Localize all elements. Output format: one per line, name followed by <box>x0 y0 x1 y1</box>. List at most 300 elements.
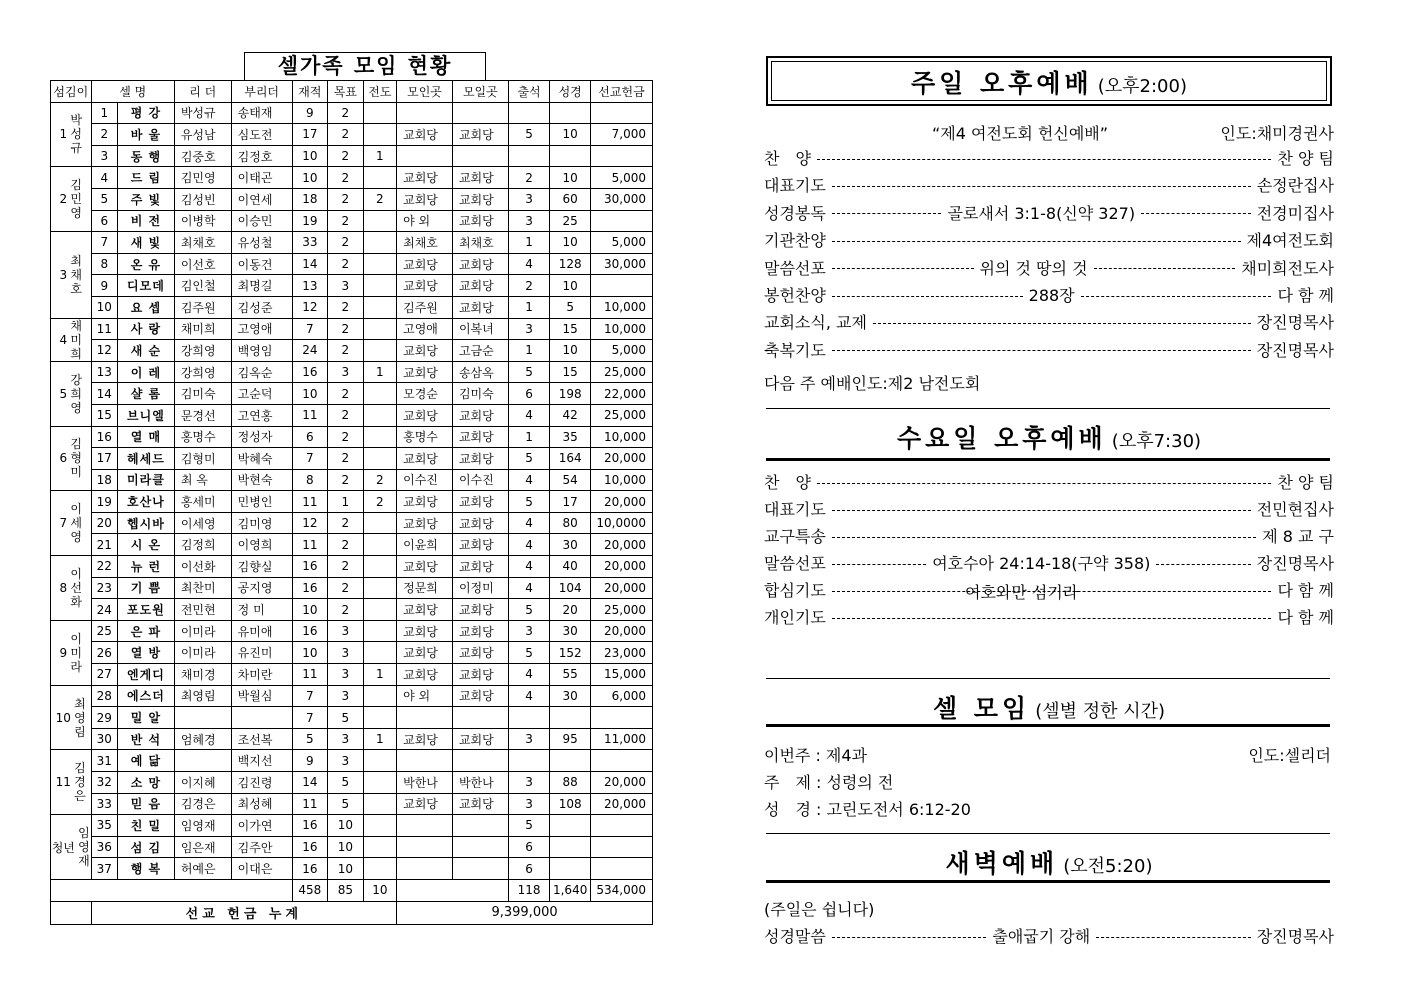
met-place: 교회당 <box>397 124 453 146</box>
group-server <box>51 102 92 167</box>
evangelism <box>363 707 397 729</box>
leader: 박성규 <box>174 102 231 124</box>
order-label: 성경봉독 <box>764 203 826 223</box>
attendance: 1 <box>508 232 550 254</box>
offering: 10,000 <box>590 469 652 491</box>
bible: 10 <box>550 167 591 189</box>
row-number: 14 <box>91 383 117 405</box>
subleader: 이가연 <box>231 815 292 837</box>
bible <box>550 102 591 124</box>
enrolled: 10 <box>292 145 328 167</box>
attendance: 5 <box>508 448 550 470</box>
leader: 이선호 <box>174 253 231 275</box>
row-number: 12 <box>91 340 117 362</box>
bible: 30 <box>550 534 591 556</box>
subleader: 유성철 <box>231 232 292 254</box>
enrolled: 14 <box>292 253 328 275</box>
bible: 17 <box>550 491 591 513</box>
header-met-place: 모인곳 <box>397 81 453 103</box>
evangelism <box>363 620 397 642</box>
enrolled: 7 <box>292 448 328 470</box>
attendance: 1 <box>508 340 550 362</box>
goal: 2 <box>328 145 364 167</box>
met-place: 최채호 <box>397 232 453 254</box>
group-number: 8 <box>59 580 68 595</box>
goal: 10 <box>328 858 364 880</box>
enrolled: 11 <box>292 793 328 815</box>
row-number: 27 <box>91 664 117 686</box>
goal: 3 <box>328 361 364 383</box>
table-row <box>51 577 653 599</box>
row-number: 7 <box>91 232 117 254</box>
next-place: 교회당 <box>452 642 508 664</box>
cumulative-label: 선교 헌금 누계 <box>91 901 397 924</box>
bible: 164 <box>550 448 591 470</box>
subleader: 최명길 <box>231 275 292 297</box>
cell-name: 주 빛 <box>117 188 174 210</box>
next-place: 교회당 <box>452 448 508 470</box>
totals-row <box>51 879 653 901</box>
sunday-leader: 인도:채미경권사 <box>1220 124 1334 143</box>
attendance: 4 <box>508 512 550 534</box>
sunday-order-item <box>764 256 1334 282</box>
group-server <box>51 815 92 880</box>
header-bible: 성경 <box>550 81 591 103</box>
dash-leader <box>832 268 974 269</box>
evangelism <box>363 318 397 340</box>
dawn-line <box>764 924 1334 950</box>
leader: 김민영 <box>174 167 231 189</box>
evangelism <box>363 534 397 556</box>
row-number: 28 <box>91 685 117 707</box>
subleader: 이연세 <box>231 188 292 210</box>
order-label: 찬 양 <box>764 473 811 492</box>
order-label: 개인기도 <box>764 608 826 627</box>
bible: 25 <box>550 210 591 232</box>
goal: 2 <box>328 210 364 232</box>
row-number: 2 <box>91 124 117 146</box>
order-label: 합심기도 <box>764 581 826 600</box>
subleader: 김옥순 <box>231 361 292 383</box>
goal: 2 <box>328 124 364 146</box>
next-place <box>452 102 508 124</box>
order-label: 기관찬양 <box>764 231 826 251</box>
subleader: 이동건 <box>231 253 292 275</box>
subleader: 차미란 <box>231 664 292 686</box>
next-place: 교회당 <box>452 210 508 232</box>
table-row <box>51 361 653 383</box>
leader: 김미숙 <box>174 383 231 405</box>
leader: 김인철 <box>174 275 231 297</box>
offering: 23,000 <box>590 642 652 664</box>
bible: 152 <box>550 642 591 664</box>
met-place: 모경순 <box>397 383 453 405</box>
total-bible: 1,640 <box>550 879 591 901</box>
attendance: 5 <box>508 599 550 621</box>
table-row <box>51 491 653 513</box>
offering: 10,000 <box>590 318 652 340</box>
subleader: 심도전 <box>231 124 292 146</box>
subleader <box>231 707 292 729</box>
order-label: 말씀선포 <box>764 258 826 278</box>
dash-leader <box>1156 564 1250 565</box>
attendance: 6 <box>508 383 550 405</box>
offering: 20,000 <box>590 620 652 642</box>
offering: 25,000 <box>590 404 652 426</box>
subleader: 백지선 <box>231 750 292 772</box>
bible: 5 <box>550 296 591 318</box>
next-place: 최채호 <box>452 232 508 254</box>
wednesday-sermon-title: 여호와만 섬기라 <box>965 583 1079 602</box>
order-detail: 골로새서 3:1-8(신약 327) <box>947 203 1136 223</box>
offering: 22,000 <box>590 383 652 405</box>
enrolled: 10 <box>292 383 328 405</box>
goal: 2 <box>328 102 364 124</box>
row-number: 6 <box>91 210 117 232</box>
attendance: 3 <box>508 728 550 750</box>
met-place: 교회당 <box>397 188 453 210</box>
cell-name: 요 셉 <box>117 296 174 318</box>
table-row <box>51 556 653 578</box>
leader: 이미라 <box>174 642 231 664</box>
group-name: 박성규 <box>70 113 82 156</box>
row-number: 16 <box>91 426 117 448</box>
group-name: 김민영 <box>70 178 82 221</box>
cell-name: 비 전 <box>117 210 174 232</box>
evangelism <box>363 404 397 426</box>
goal: 10 <box>328 815 364 837</box>
row-number: 11 <box>91 318 117 340</box>
evangelism <box>363 167 397 189</box>
dash-leader <box>832 213 942 214</box>
row-number: 3 <box>91 145 117 167</box>
leader: 최찬미 <box>174 577 231 599</box>
next-place: 송삼옥 <box>452 361 508 383</box>
group-server <box>51 426 92 491</box>
cell-name: 믿 음 <box>117 793 174 815</box>
table-header-row <box>51 81 653 103</box>
leader: 유성남 <box>174 124 231 146</box>
offering: 25,000 <box>590 599 652 621</box>
table-row <box>51 534 653 556</box>
attendance: 5 <box>508 124 550 146</box>
total-attendance: 118 <box>508 879 550 901</box>
evangelism <box>363 556 397 578</box>
attendance: 3 <box>508 210 550 232</box>
order-label: 축복기도 <box>764 340 826 360</box>
total-goal: 85 <box>328 879 364 901</box>
dash-leader <box>873 323 1251 324</box>
met-place: 고영애 <box>397 318 453 340</box>
offering: 5,000 <box>590 167 652 189</box>
cell-topic: 주 제 : 성령의 전 <box>764 773 894 792</box>
offering: 5,000 <box>590 340 652 362</box>
goal: 2 <box>328 188 364 210</box>
bible: 198 <box>550 383 591 405</box>
evangelism <box>363 599 397 621</box>
evangelism <box>363 124 397 146</box>
total-offering: 534,000 <box>590 879 652 901</box>
goal: 3 <box>328 642 364 664</box>
group-name: 최영림 <box>74 696 86 739</box>
order-person: 전경미집사 <box>1256 203 1334 223</box>
goal: 3 <box>328 750 364 772</box>
dash-leader <box>817 159 1272 160</box>
row-number: 8 <box>91 253 117 275</box>
goal: 2 <box>328 340 364 362</box>
group-number: 11 <box>55 775 71 790</box>
offering <box>590 102 652 124</box>
cell-name: 예 닮 <box>117 750 174 772</box>
enrolled: 14 <box>292 772 328 794</box>
leader: 최채호 <box>174 232 231 254</box>
attendance: 4 <box>508 664 550 686</box>
cell-name: 은 파 <box>117 620 174 642</box>
cell-name: 헤세드 <box>117 448 174 470</box>
attendance: 6 <box>508 858 550 880</box>
offering: 10,000 <box>590 426 652 448</box>
subleader: 김미영 <box>231 512 292 534</box>
enrolled: 16 <box>292 361 328 383</box>
evangelism <box>363 836 397 858</box>
row-number: 36 <box>91 836 117 858</box>
next-place: 교회당 <box>452 728 508 750</box>
next-place: 김미숙 <box>452 383 508 405</box>
table-row <box>51 232 653 254</box>
goal: 2 <box>328 253 364 275</box>
leader: 홍세미 <box>174 491 231 513</box>
header-subleader: 부리더 <box>231 81 292 103</box>
sunday-heading <box>766 64 1332 100</box>
goal: 1 <box>328 491 364 513</box>
table-row <box>51 404 653 426</box>
next-place: 교회당 <box>452 793 508 815</box>
evangelism <box>363 340 397 362</box>
cell-name: 바 울 <box>117 124 174 146</box>
cell-time: (셀별 정한 시간) <box>1035 701 1166 722</box>
offering <box>590 750 652 772</box>
offering: 10,000 <box>590 296 652 318</box>
row-number: 25 <box>91 620 117 642</box>
next-place: 교회당 <box>452 512 508 534</box>
row-number: 18 <box>91 469 117 491</box>
row-number: 29 <box>91 707 117 729</box>
subleader: 공지영 <box>231 577 292 599</box>
evangelism <box>363 793 397 815</box>
met-place: 교회당 <box>397 642 453 664</box>
evangelism <box>363 210 397 232</box>
leader: 김주원 <box>174 296 231 318</box>
goal: 3 <box>328 620 364 642</box>
offering: 7,000 <box>590 124 652 146</box>
order-person: 장진명목사 <box>1256 340 1334 360</box>
group-number: 6 <box>59 451 68 466</box>
next-place: 교회당 <box>452 296 508 318</box>
table-row <box>51 318 653 340</box>
table-row <box>51 793 653 815</box>
group-number: 7 <box>59 516 68 531</box>
next-place: 교회당 <box>452 664 508 686</box>
met-place: 교회당 <box>397 512 453 534</box>
group-number: 10 <box>55 710 71 725</box>
subleader: 정 미 <box>231 599 292 621</box>
bible: 35 <box>550 426 591 448</box>
cell-name: 시 온 <box>117 534 174 556</box>
bible: 42 <box>550 404 591 426</box>
met-place: 교회당 <box>397 275 453 297</box>
header-offering: 선교헌금 <box>590 81 652 103</box>
met-place: 교회당 <box>397 793 453 815</box>
cell-name: 밀 알 <box>117 707 174 729</box>
table-row <box>51 210 653 232</box>
cell-name: 소 망 <box>117 772 174 794</box>
cell-week: 이번주 : 제4과 <box>764 746 868 765</box>
enrolled: 7 <box>292 707 328 729</box>
order-label: 찬 양 <box>764 149 811 168</box>
bible: 10 <box>550 124 591 146</box>
row-number: 17 <box>91 448 117 470</box>
row-number: 19 <box>91 491 117 513</box>
cell-name: 엔게디 <box>117 664 174 686</box>
order-person: 다 함 께 <box>1277 608 1334 627</box>
order-detail: 여호수아 24:14-18(구약 358) <box>932 554 1151 573</box>
group-server <box>51 556 92 621</box>
met-place: 교회당 <box>397 491 453 513</box>
group-name: 임영재 <box>78 826 90 869</box>
goal: 2 <box>328 296 364 318</box>
row-number: 24 <box>91 599 117 621</box>
enrolled: 8 <box>292 469 328 491</box>
dawn-title: 새벽예배 <box>945 849 1059 878</box>
subleader: 조선복 <box>231 728 292 750</box>
next-place: 교회당 <box>452 275 508 297</box>
subleader: 최성혜 <box>231 793 292 815</box>
met-place: 교회당 <box>397 556 453 578</box>
leader: 이선화 <box>174 556 231 578</box>
goal: 3 <box>328 664 364 686</box>
offering <box>590 858 652 880</box>
sunday-order-item <box>764 338 1334 364</box>
header-attendance: 출석 <box>508 81 550 103</box>
table-row <box>51 728 653 750</box>
enrolled: 16 <box>292 858 328 880</box>
subleader: 박혜숙 <box>231 448 292 470</box>
order-detail: 288장 <box>1028 286 1075 305</box>
enrolled: 18 <box>292 188 328 210</box>
totals-spacer <box>397 879 509 901</box>
attendance: 2 <box>508 167 550 189</box>
dash-leader <box>832 510 1251 511</box>
row-number: 10 <box>91 296 117 318</box>
dash-leader <box>832 186 1251 187</box>
sunday-order-item <box>764 310 1334 336</box>
header-evangelism: 전도 <box>363 81 397 103</box>
bible: 88 <box>550 772 591 794</box>
table-row <box>51 599 653 621</box>
subleader: 백영임 <box>231 340 292 362</box>
attendance <box>508 102 550 124</box>
leader: 임영재 <box>174 815 231 837</box>
group-name: 김경은 <box>74 761 86 804</box>
group-number: 9 <box>59 645 68 660</box>
cell-name: 평 강 <box>117 102 174 124</box>
subleader: 김정호 <box>231 145 292 167</box>
next-place: 교회당 <box>452 685 508 707</box>
row-number: 20 <box>91 512 117 534</box>
enrolled: 17 <box>292 124 328 146</box>
cell-status-table <box>50 80 653 925</box>
group-number: 청년 <box>51 840 75 855</box>
wednesday-order-item <box>764 497 1334 523</box>
bible: 80 <box>550 512 591 534</box>
order-label: 봉헌찬양 <box>764 286 826 305</box>
evangelism: 2 <box>363 469 397 491</box>
offering <box>590 210 652 232</box>
offering: 15,000 <box>590 664 652 686</box>
group-name: 이세영 <box>70 502 82 545</box>
attendance: 4 <box>508 469 550 491</box>
goal: 3 <box>328 728 364 750</box>
bible: 30 <box>550 620 591 642</box>
next-place <box>452 145 508 167</box>
wednesday-order-item <box>764 470 1334 496</box>
evangelism <box>363 750 397 772</box>
enrolled: 11 <box>292 491 328 513</box>
header-goal: 목표 <box>328 81 364 103</box>
dash-leader <box>1096 937 1251 938</box>
enrolled: 11 <box>292 404 328 426</box>
subleader: 정성자 <box>231 426 292 448</box>
offering: 20,000 <box>590 491 652 513</box>
goal: 2 <box>328 232 364 254</box>
sunday-time: (오후2:00) <box>1097 76 1187 97</box>
subleader: 송태재 <box>231 102 292 124</box>
bible: 15 <box>550 361 591 383</box>
dawn-note: (주일은 쉽니다) <box>764 900 875 919</box>
enrolled: 33 <box>292 232 328 254</box>
enrolled: 16 <box>292 620 328 642</box>
leader: 강희영 <box>174 361 231 383</box>
order-person: 제 8 교 구 <box>1262 527 1334 546</box>
met-place: 정문희 <box>397 577 453 599</box>
leader: 전민현 <box>174 599 231 621</box>
row-number: 4 <box>91 167 117 189</box>
offering <box>590 707 652 729</box>
evangelism <box>363 102 397 124</box>
table-row <box>51 815 653 837</box>
sunday-next: 다음 주 예배인도:제2 남전도회 <box>764 374 981 393</box>
met-place: 이윤희 <box>397 534 453 556</box>
dawn-heading <box>766 844 1332 880</box>
enrolled: 7 <box>292 318 328 340</box>
group-name: 채미희 <box>70 318 82 361</box>
row-number: 21 <box>91 534 117 556</box>
attendance: 4 <box>508 534 550 556</box>
attendance: 1 <box>508 426 550 448</box>
attendance: 4 <box>508 577 550 599</box>
attendance: 3 <box>508 188 550 210</box>
met-place: 야 외 <box>397 210 453 232</box>
evangelism <box>363 512 397 534</box>
sunday-order-item <box>764 173 1334 199</box>
enrolled: 10 <box>292 642 328 664</box>
attendance: 3 <box>508 772 550 794</box>
table-row <box>51 836 653 858</box>
enrolled: 10 <box>292 599 328 621</box>
subleader: 김주안 <box>231 836 292 858</box>
table-row <box>51 167 653 189</box>
table-row <box>51 102 653 124</box>
